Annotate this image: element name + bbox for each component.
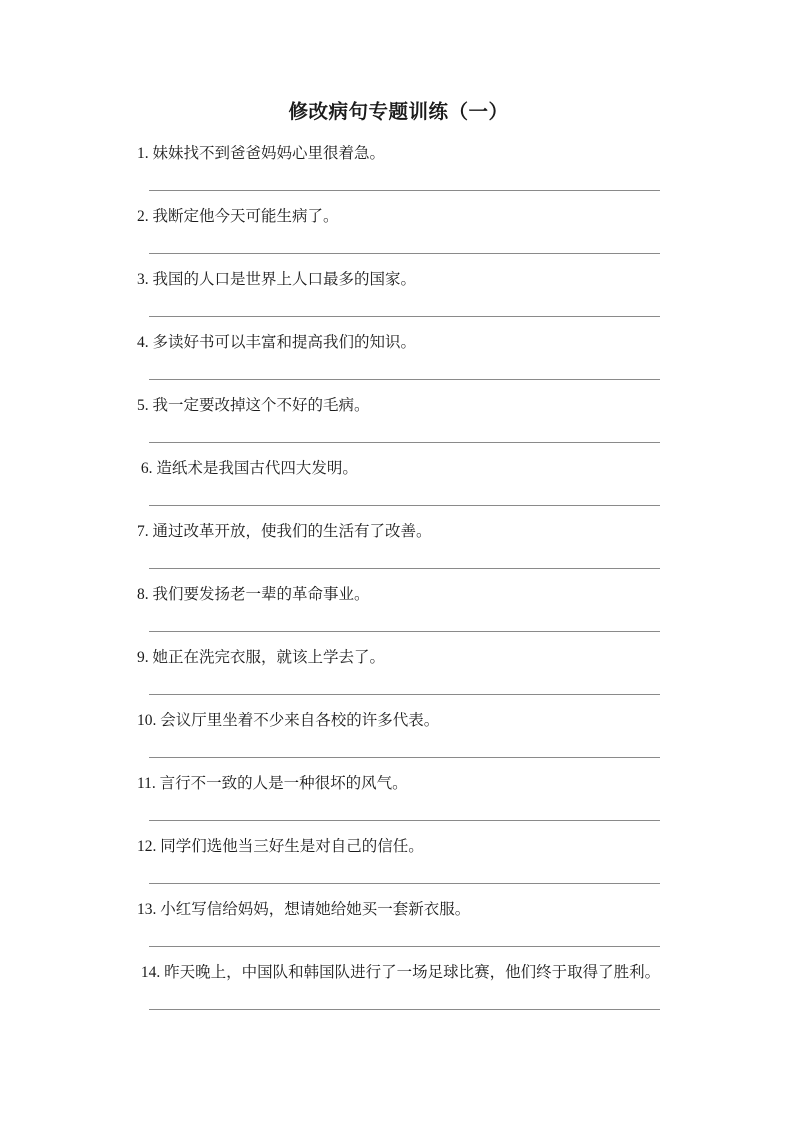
exercise-item-8	[137, 584, 682, 632]
answer-line	[149, 253, 660, 254]
exercise-item-14	[137, 962, 682, 1010]
sentence-text: 7. 通过改革开放，使我们的生活有了改善。	[137, 523, 432, 540]
sentence-text: 2. 我断定他今天可能生病了。	[137, 208, 339, 225]
document-content	[137, 100, 682, 1025]
exercise-item-2	[137, 206, 682, 254]
exercise-item-7	[137, 521, 682, 569]
exercise-item-1	[137, 143, 682, 191]
answer-line	[149, 946, 660, 947]
exercise-item-9	[137, 647, 682, 695]
sentence-text: 3. 我国的人口是世界上人口最多的国家。	[137, 271, 417, 288]
sentence-text: 4. 多读好书可以丰富和提高我们的知识。	[137, 334, 417, 351]
sentence-text: 11. 言行不一致的人是一种很坏的风气。	[137, 775, 408, 792]
sentence-text: 10. 会议厅里坐着不少来自各校的许多代表。	[137, 712, 440, 729]
sentence-text: 13. 小红写信给妈妈，想请她给她买一套新衣服。	[137, 901, 471, 918]
exercise-item-6	[137, 458, 682, 506]
page-title: 修改病句专题训练（一）	[288, 102, 509, 123]
answer-line	[149, 631, 660, 632]
sentence-text: 1. 妹妹找不到爸爸妈妈心里很着急。	[137, 145, 386, 162]
answer-line	[149, 442, 660, 443]
answer-line	[149, 694, 660, 695]
sentence-text: 9. 她正在洗完衣服，就该上学去了。	[137, 649, 386, 666]
exercise-item-5	[137, 395, 682, 443]
answer-line	[149, 757, 660, 758]
answer-line	[149, 568, 660, 569]
answer-line	[149, 883, 660, 884]
exercise-item-3	[137, 269, 682, 317]
answer-line	[149, 505, 660, 506]
sentence-text: 6. 造纸术是我国古代四大发明。	[137, 460, 358, 477]
sentence-text: 5. 我一定要改掉这个不好的毛病。	[137, 397, 370, 414]
answer-line	[149, 379, 660, 380]
exercise-item-4	[137, 332, 682, 380]
answer-line	[149, 316, 660, 317]
answer-line	[149, 820, 660, 821]
sentence-text: 12. 同学们选他当三好生是对自己的信任。	[137, 838, 424, 855]
exercise-item-12	[137, 836, 682, 884]
exercise-item-11	[137, 773, 682, 821]
exercise-item-10	[137, 710, 682, 758]
answer-line	[149, 1009, 660, 1010]
sentence-text: 14. 昨天晚上，中国队和韩国队进行了一场足球比赛，他们终于取得了胜利。	[137, 964, 661, 981]
answer-line	[149, 190, 660, 191]
exercise-item-13	[137, 899, 682, 947]
sentence-text: 8. 我们要发扬老一辈的革命事业。	[137, 586, 370, 603]
